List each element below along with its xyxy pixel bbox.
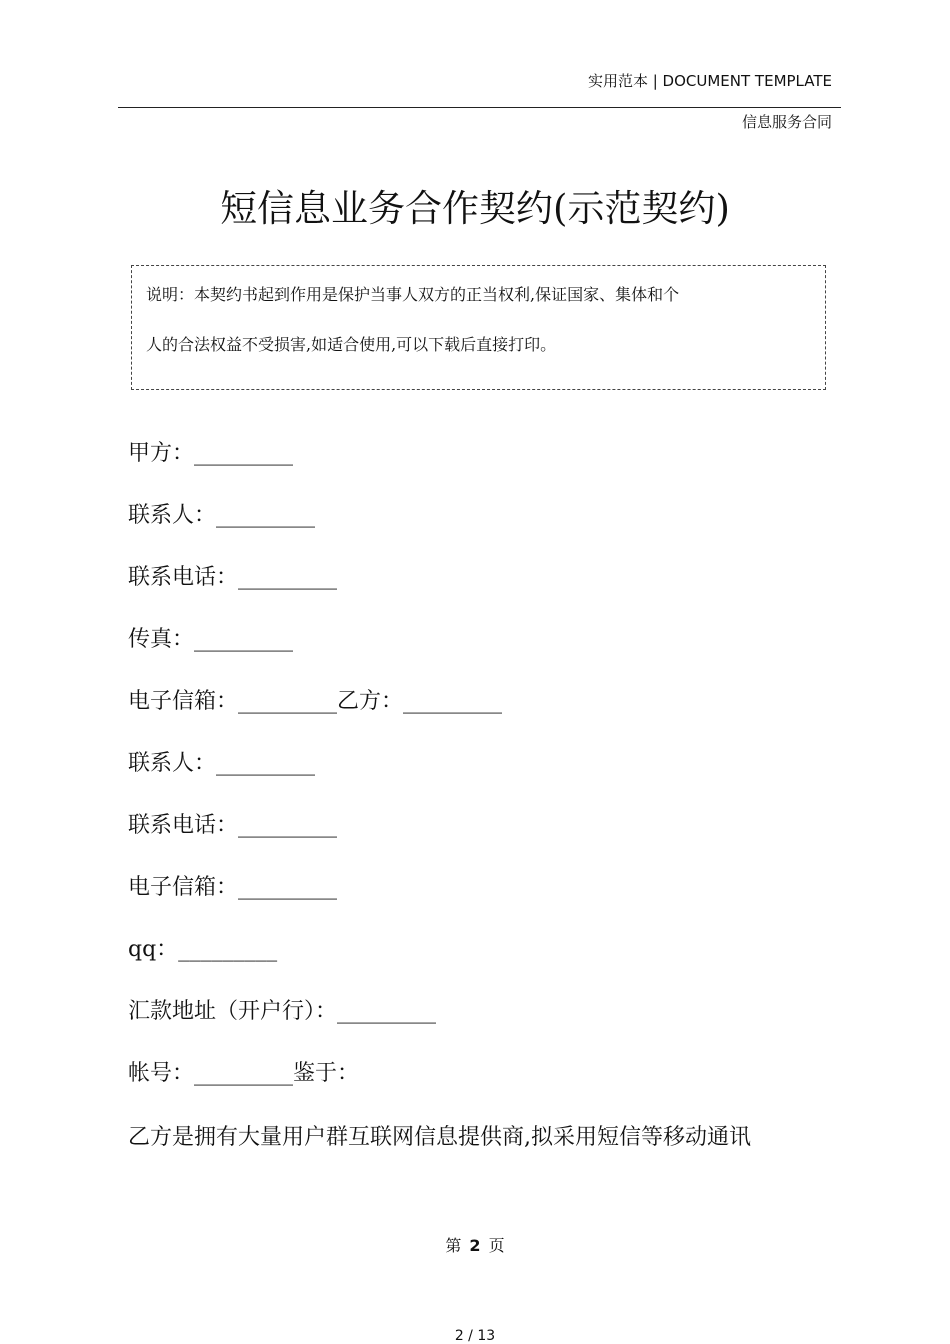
field-account: 帐号：_________鉴于： bbox=[128, 1061, 360, 1086]
field-contact-a: 联系人：_________ bbox=[128, 503, 316, 528]
note-line-2: 人的合法权益不受损害,如适合使用,可以下载后直接打印。 bbox=[146, 335, 557, 354]
field-phone-a: 联系电话：_________ bbox=[128, 565, 338, 590]
field-email-a-party-b: 电子信箱：_________乙方：_________ bbox=[128, 689, 503, 714]
page-number bbox=[0, 1233, 950, 1256]
contract-fields bbox=[128, 432, 828, 1114]
field-email-b: 电子信箱：_________ bbox=[128, 875, 338, 900]
field-phone-b: 联系电话：_________ bbox=[128, 813, 338, 838]
page-num: 2 bbox=[469, 1236, 481, 1255]
page-suffix: 页 bbox=[488, 1236, 505, 1255]
note-line-1: 说明：本契约书起到作用是保护当事人双方的正当权利,保证国家、集体和个 bbox=[146, 285, 680, 304]
field-qq: qq：_________ bbox=[128, 937, 278, 962]
field-fax-a: 传真：_________ bbox=[128, 627, 294, 652]
body-paragraph: 乙方是拥有大量用户群互联网信息提供商,拟采用短信等移动通讯 bbox=[128, 1125, 751, 1150]
page-counter: 2 / 13 bbox=[454, 1328, 496, 1344]
note-box bbox=[131, 265, 826, 390]
field-contact-b: 联系人：_________ bbox=[128, 751, 316, 776]
header-subtitle: 信息服务合同 bbox=[741, 113, 832, 131]
page-prefix: 第 bbox=[445, 1236, 462, 1255]
header-brand: 实用范本 | DOCUMENT TEMPLATE bbox=[587, 72, 832, 90]
field-bank-address: 汇款地址（开户行）：_________ bbox=[128, 999, 437, 1024]
field-party-a: 甲方：_________ bbox=[128, 441, 294, 466]
header-divider bbox=[118, 107, 841, 108]
document-title: 短信息业务合作契约(示范契约) bbox=[220, 187, 730, 230]
